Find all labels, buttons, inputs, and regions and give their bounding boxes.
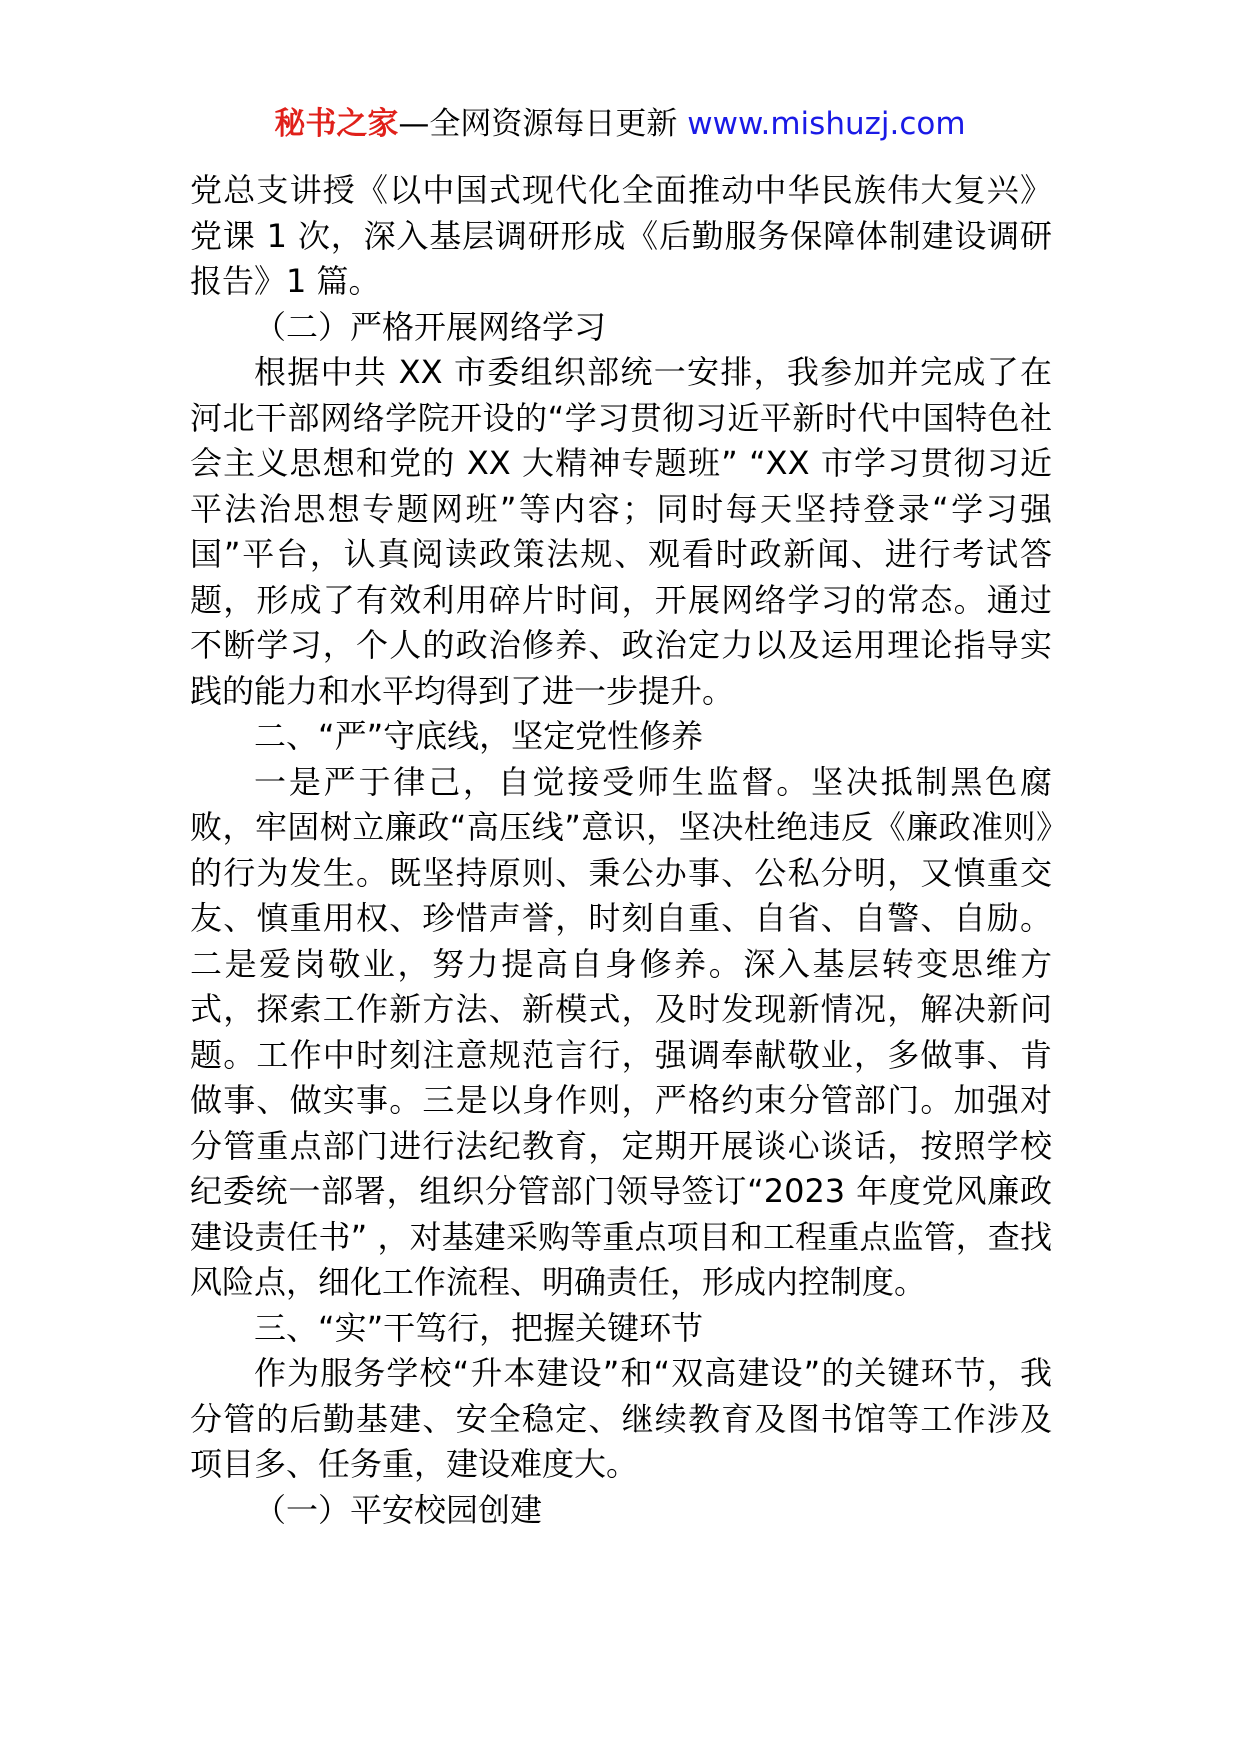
paragraph-key-links: 作为服务学校“升本建设”和“双高建设”的关键环节，我分管的后勤基建、安全稳定、继续教育及图书馆等工作涉及项目多、任务重，建设难度大。 — [190, 1354, 1052, 1483]
subheading-online-learning: （二）严格开展网络学习 — [254, 307, 607, 346]
paragraph-continuation: 党总支讲授《以中国式现代化全面推动中华民族伟大复兴》党课 1 次，深入基层调研形成《后勤服务保障体制建设调研报告》1 篇。 — [190, 171, 1052, 300]
site-url-link[interactable]: www.mishuzj.com — [687, 106, 966, 142]
paragraph-online-learning: 根据中共 XX 市委组织部统一安排，我参加并完成了在河北干部网络学院开设的“学习贯彻习近平新时代中国特色社会主义思想和党的 XX 大精神专题班” “XX 市学习贯彻习近平法治思想专题网班”等内容；同时每天坚持登录“学习强国”平台，认真阅读政策法规、观看时政新闻、进行考试答题，形成了有效利用碎片时间，开展网络学习的常态。通过不断学习，个人的政治修养、政治定力以及运用理论指导实践的能力和水平均得到了进一步提升。 — [190, 353, 1052, 710]
paragraph-discipline: 一是严于律己，自觉接受师生监督。坚决抵制黑色腐败，牢固树立廉政“高压线”意识，坚决杜绝违反《廉政准则》的行为发生。既坚持原则、秉公办事、公私分明，又慎重交友、慎重用权、珍惜声誉，时刻自重、自省、自警、自励。二是爱岗敬业，努力提高自身修养。深入基层转变思维方式，探索工作新方法、新模式，及时发现新情况，解决新问题。工作中时刻注意规范言行，强调奉献敬业，多做事、肯做事、做实事。三是以身作则，严格约束分管部门。加强对分管重点部门进行法纪教育，定期开展谈心谈话，按照学校纪委统一部署，组织分管部门领导签订“2023 年度党风廉政建设责任书” ，对基建采购等重点项目和工程重点监管，查找风险点，细化工作流程、明确责任，形成内控制度。 — [190, 762, 1052, 1301]
site-header — [0, 100, 1240, 148]
subheading-safe-campus: （一）平安校园创建 — [254, 1490, 543, 1529]
heading-section-two: 二、“严”守底线，坚定党性修养 — [254, 717, 704, 755]
site-tagline: —全网资源每日更新 — [398, 106, 678, 142]
site-brand: 秘书之家 — [274, 106, 399, 142]
document-body — [190, 168, 1052, 1533]
heading-section-three: 三、“实”干笃行，把握关键环节 — [254, 1308, 704, 1347]
